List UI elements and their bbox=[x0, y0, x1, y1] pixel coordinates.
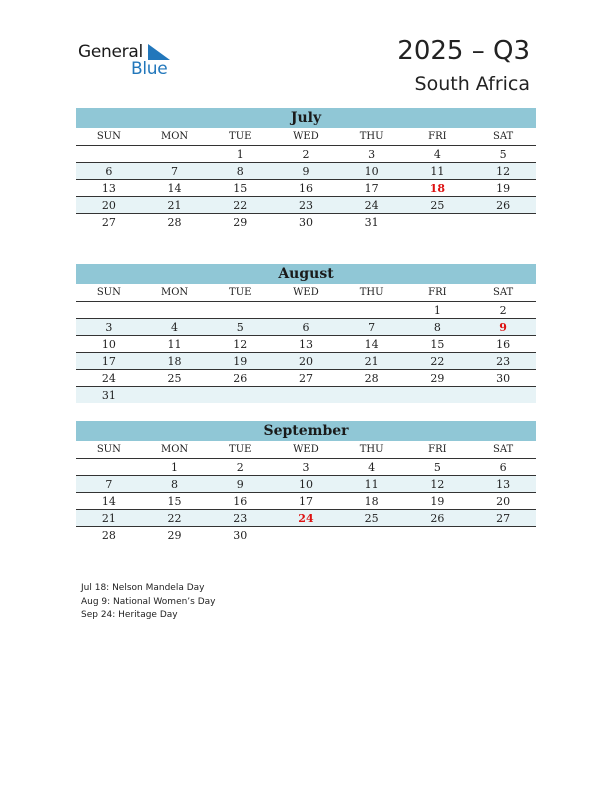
day-cell: 7 bbox=[339, 319, 405, 336]
weekday-header: FRI bbox=[405, 128, 471, 146]
week-row bbox=[76, 214, 536, 231]
weekday-header: MON bbox=[142, 441, 208, 459]
holiday-notes bbox=[81, 582, 216, 623]
day-cell: 17 bbox=[76, 353, 142, 370]
day-cell: 25 bbox=[405, 197, 471, 214]
empty-day-cell bbox=[339, 527, 405, 544]
month-title: August bbox=[76, 264, 536, 284]
country-name: South Africa bbox=[414, 73, 530, 95]
day-cell: 17 bbox=[273, 493, 339, 510]
empty-day-cell bbox=[339, 387, 405, 404]
day-cell: 29 bbox=[405, 370, 471, 387]
day-cell: 18 bbox=[142, 353, 208, 370]
day-cell: 23 bbox=[273, 197, 339, 214]
day-cell: 25 bbox=[142, 370, 208, 387]
day-cell: 14 bbox=[339, 336, 405, 353]
week-row bbox=[76, 476, 536, 493]
day-cell: 29 bbox=[233, 215, 248, 229]
logo bbox=[78, 40, 188, 80]
week-row bbox=[76, 336, 536, 353]
day-cell: 11 bbox=[142, 336, 208, 353]
day-cell: 12 bbox=[405, 476, 471, 493]
day-cell: 5 bbox=[405, 459, 471, 476]
month-title: July bbox=[76, 108, 536, 128]
weekday-header: WED bbox=[273, 128, 339, 146]
empty-day-cell bbox=[76, 302, 142, 319]
day-cell: 26 bbox=[470, 197, 536, 214]
empty-day-cell bbox=[405, 527, 471, 544]
day-cell: 13 bbox=[76, 180, 142, 197]
weekday-header: SAT bbox=[470, 441, 536, 459]
empty-day-cell bbox=[470, 527, 536, 544]
week-row bbox=[76, 302, 536, 319]
day-cell: 16 bbox=[470, 336, 536, 353]
day-cell: 11 bbox=[339, 476, 405, 493]
day-cell: 31 bbox=[76, 387, 142, 404]
week-row bbox=[76, 493, 536, 510]
day-cell: 8 bbox=[405, 319, 471, 336]
day-cell: 27 bbox=[273, 370, 339, 387]
day-cell: 14 bbox=[142, 180, 208, 197]
holiday-note: Aug 9: National Women’s Day bbox=[81, 596, 216, 607]
empty-day-cell bbox=[405, 214, 471, 231]
week-row bbox=[76, 319, 536, 336]
weekday-header: SUN bbox=[76, 128, 142, 146]
week-row bbox=[76, 163, 536, 180]
calendar-grid bbox=[76, 441, 536, 543]
month-title: September bbox=[76, 421, 536, 441]
day-cell: 12 bbox=[470, 163, 536, 180]
day-cell: 27 bbox=[470, 510, 536, 527]
day-cell: 24 bbox=[76, 370, 142, 387]
day-cell: 14 bbox=[76, 493, 142, 510]
day-cell: 10 bbox=[339, 163, 405, 180]
month-calendar-august bbox=[76, 264, 536, 403]
empty-day-cell bbox=[273, 302, 339, 319]
day-cell: 2 bbox=[273, 146, 339, 163]
day-cell: 4 bbox=[405, 146, 471, 163]
day-cell: 2 bbox=[207, 459, 273, 476]
week-row bbox=[76, 527, 536, 544]
weekday-header: THU bbox=[339, 284, 405, 302]
weekday-header: SAT bbox=[470, 128, 536, 146]
weekday-header: TUE bbox=[207, 441, 273, 459]
day-cell: 6 bbox=[273, 319, 339, 336]
day-cell: 1 bbox=[405, 302, 471, 319]
week-row bbox=[76, 387, 536, 404]
empty-day-cell bbox=[339, 302, 405, 319]
day-cell: 18 bbox=[405, 180, 471, 197]
day-cell: 23 bbox=[207, 510, 273, 527]
calendar-grid bbox=[76, 128, 536, 230]
day-cell: 24 bbox=[273, 510, 339, 527]
day-cell: 25 bbox=[339, 510, 405, 527]
empty-day-cell bbox=[76, 459, 142, 476]
week-row bbox=[76, 353, 536, 370]
day-cell: 21 bbox=[76, 510, 142, 527]
empty-day-cell bbox=[142, 146, 208, 163]
week-row bbox=[76, 197, 536, 214]
day-cell: 23 bbox=[470, 353, 536, 370]
day-cell: 5 bbox=[470, 146, 536, 163]
day-cell: 15 bbox=[142, 493, 208, 510]
day-cell: 13 bbox=[470, 476, 536, 493]
day-cell: 8 bbox=[207, 163, 273, 180]
day-cell: 9 bbox=[207, 476, 273, 493]
day-cell: 10 bbox=[76, 336, 142, 353]
day-cell: 19 bbox=[470, 180, 536, 197]
day-cell: 28 bbox=[101, 528, 116, 542]
weekday-header: TUE bbox=[207, 284, 273, 302]
logo-text-blue: Blue bbox=[131, 59, 168, 79]
day-cell: 16 bbox=[273, 180, 339, 197]
logo-text-general: General bbox=[78, 42, 143, 62]
holiday-note: Sep 24: Heritage Day bbox=[81, 610, 178, 620]
day-cell: 18 bbox=[339, 493, 405, 510]
day-cell: 16 bbox=[207, 493, 273, 510]
empty-day-cell bbox=[207, 302, 273, 319]
day-cell: 1 bbox=[142, 459, 208, 476]
weekday-header: WED bbox=[273, 284, 339, 302]
day-cell: 31 bbox=[364, 215, 379, 229]
day-cell: 26 bbox=[405, 510, 471, 527]
day-cell: 19 bbox=[405, 493, 471, 510]
day-cell: 2 bbox=[470, 302, 536, 319]
weekday-header: SUN bbox=[76, 441, 142, 459]
day-cell: 30 bbox=[470, 370, 536, 387]
day-cell: 17 bbox=[339, 180, 405, 197]
day-cell: 30 bbox=[298, 215, 313, 229]
weekday-header: WED bbox=[273, 441, 339, 459]
weekday-header: THU bbox=[339, 441, 405, 459]
day-cell: 21 bbox=[142, 197, 208, 214]
month-calendar-july bbox=[76, 108, 536, 230]
day-cell: 5 bbox=[207, 319, 273, 336]
week-row bbox=[76, 370, 536, 387]
day-cell: 3 bbox=[273, 459, 339, 476]
day-cell: 28 bbox=[339, 370, 405, 387]
day-cell: 22 bbox=[142, 510, 208, 527]
weekday-header: MON bbox=[142, 128, 208, 146]
day-cell: 21 bbox=[339, 353, 405, 370]
empty-day-cell bbox=[273, 527, 339, 544]
day-cell: 20 bbox=[76, 197, 142, 214]
empty-day-cell bbox=[273, 387, 339, 404]
day-cell: 13 bbox=[273, 336, 339, 353]
day-cell: 6 bbox=[470, 459, 536, 476]
holiday-note: Jul 18: Nelson Mandela Day bbox=[81, 583, 205, 593]
week-row bbox=[76, 146, 536, 163]
weekday-header: FRI bbox=[405, 284, 471, 302]
day-cell: 4 bbox=[142, 319, 208, 336]
day-cell: 24 bbox=[339, 197, 405, 214]
weekday-header: FRI bbox=[405, 441, 471, 459]
day-cell: 29 bbox=[167, 528, 182, 542]
day-cell: 6 bbox=[76, 163, 142, 180]
weekday-header: THU bbox=[339, 128, 405, 146]
week-row bbox=[76, 180, 536, 197]
day-cell: 15 bbox=[405, 336, 471, 353]
day-cell: 30 bbox=[233, 528, 248, 542]
page-title: 2025 – Q3 bbox=[397, 36, 530, 66]
weekday-header: SAT bbox=[470, 284, 536, 302]
day-cell: 3 bbox=[76, 319, 142, 336]
weekday-header: SUN bbox=[76, 284, 142, 302]
day-cell: 15 bbox=[207, 180, 273, 197]
day-cell: 20 bbox=[470, 493, 536, 510]
day-cell: 7 bbox=[76, 476, 142, 493]
day-cell: 28 bbox=[167, 215, 182, 229]
day-cell: 9 bbox=[470, 319, 536, 336]
day-cell: 10 bbox=[273, 476, 339, 493]
day-cell: 27 bbox=[101, 215, 116, 229]
week-row bbox=[76, 510, 536, 527]
day-cell: 26 bbox=[207, 370, 273, 387]
empty-day-cell bbox=[76, 146, 142, 163]
day-cell: 9 bbox=[273, 163, 339, 180]
empty-day-cell bbox=[142, 387, 208, 404]
day-cell: 7 bbox=[142, 163, 208, 180]
day-cell: 20 bbox=[273, 353, 339, 370]
month-calendar-september bbox=[76, 421, 536, 543]
day-cell: 22 bbox=[405, 353, 471, 370]
logo-triangle-icon bbox=[148, 44, 170, 60]
day-cell: 19 bbox=[207, 353, 273, 370]
day-cell: 12 bbox=[207, 336, 273, 353]
empty-day-cell bbox=[142, 302, 208, 319]
calendar-grid bbox=[76, 284, 536, 403]
week-row bbox=[76, 459, 536, 476]
weekday-header: MON bbox=[142, 284, 208, 302]
weekday-header: TUE bbox=[207, 128, 273, 146]
day-cell: 1 bbox=[207, 146, 273, 163]
empty-day-cell bbox=[207, 387, 273, 404]
day-cell: 22 bbox=[207, 197, 273, 214]
day-cell: 3 bbox=[339, 146, 405, 163]
empty-day-cell bbox=[470, 387, 536, 404]
day-cell: 4 bbox=[339, 459, 405, 476]
day-cell: 8 bbox=[142, 476, 208, 493]
day-cell: 11 bbox=[405, 163, 471, 180]
empty-day-cell bbox=[405, 387, 471, 404]
empty-day-cell bbox=[470, 214, 536, 231]
